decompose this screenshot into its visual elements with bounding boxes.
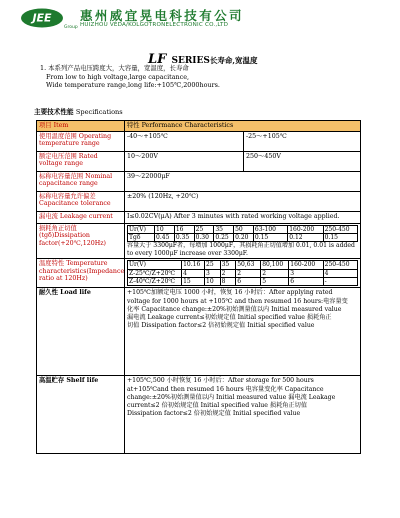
tan-value-cell: 0.15 — [323, 234, 357, 242]
row-label-leakage: 漏电流 Leakage current — [37, 211, 125, 223]
company-name-cn: 惠州威宜晃电科技有公司 — [80, 8, 244, 23]
impedance-cell: Z-40℃/Z+20℃ — [128, 278, 182, 286]
table-row — [37, 259, 361, 288]
impedance-cell: 4 — [182, 269, 205, 277]
row-label-voltage: 额定电压范围 Rated voltage range — [37, 151, 125, 171]
table-row — [37, 171, 361, 191]
tan-value-cell: 0.45 — [155, 234, 175, 242]
tan-cell — [125, 223, 361, 259]
table-row — [37, 288, 361, 376]
impedance-row — [128, 278, 358, 286]
row-label-impedance: 温度特性 Temperature characteristics(Impedance ratio at 120Hz) — [37, 259, 125, 288]
impedance-cell: 2 — [236, 269, 261, 277]
tan-header-cell: 250-450 — [323, 225, 357, 233]
load-life-line: 漏电流 Leakage current≤初始规定值 Initial specified value 损耗角正 — [127, 314, 332, 322]
intro-line: Wide temperature range,long life:+105℃,2000hours. — [46, 81, 220, 90]
tan-value-cell: 0.25 — [214, 234, 234, 242]
impedance-cell: 4 — [323, 269, 357, 277]
tan-note: 容量大于 3300μF者，每增加 1000μF，其损耗角正切值增加 0.01, 0.01 is added to every 1000μF increase over 3300μF. — [127, 242, 355, 257]
tan-header-cell: 10 — [155, 225, 175, 233]
tan-value-cell: 0.20 — [234, 234, 254, 242]
tan-value-cell: 0.12 — [288, 234, 323, 242]
load-life-text — [125, 288, 361, 376]
series-tagline: 长寿命,宽温度 — [209, 56, 258, 65]
row-label-load-life: 耐久性 Load life — [37, 288, 125, 376]
impedance-cell: 15 — [182, 278, 205, 286]
voltage-range-low: 10～200V — [125, 151, 244, 171]
shelf-life-line: change:±20%初始测量值以内 Initial measured value 漏电流 Leakage — [127, 393, 336, 401]
intro-line: 1. 本系列产品电压跨度大，大容量，宽温度，长寿命 — [40, 64, 189, 72]
spec-heading — [34, 106, 123, 116]
impedance-header-cell: 80,100 — [261, 261, 289, 269]
load-life-line: voltage for 1000 hours at +105℃ and then resumed 16 hours:电容量变 — [127, 297, 348, 305]
impedance-cell: 5 — [261, 278, 289, 286]
impedance-cell — [125, 259, 361, 288]
intro-line: From low to high voltage,large capacitance, — [46, 72, 190, 81]
impedance-cell: 6 — [289, 278, 323, 286]
tan-value-cell: 0.15 — [253, 234, 287, 242]
tan-header-cell: Ur(V) — [128, 225, 155, 233]
tan-header-cell: 25 — [194, 225, 214, 233]
tan-header-cell: 16 — [174, 225, 194, 233]
impedance-row — [128, 269, 358, 277]
impedance-cell: 2 — [261, 269, 289, 277]
impedance-header-row — [128, 261, 358, 269]
spec-heading-en: Specifications — [75, 108, 123, 116]
tan-header-cell: 160-200 — [288, 225, 323, 233]
tolerance-value: ±20% (120Hz, +20℃) — [125, 191, 361, 211]
characteristics-header: 特性 Performance Characteristics — [125, 121, 361, 132]
load-life-line: 化率 Capacitance change:±20%初始测量值以内 Initial measured value — [127, 305, 342, 313]
load-life-line: +105℃加额定电压 1000 小时，恢复 16 小时后：After applying rated — [127, 289, 333, 297]
temp-range-low: -40～+105℃ — [125, 131, 244, 151]
impedance-cell: 6 — [236, 278, 261, 286]
leakage-value: I≤0.02CV(μA) After 3 minutes with rated working voltage applied. — [125, 211, 361, 223]
impedance-cell: 8 — [220, 278, 236, 286]
tan-value-cell: 0.35 — [174, 234, 194, 242]
tan-subtable — [127, 225, 358, 243]
impedance-header-cell: Ur(V) — [128, 261, 182, 269]
company-name-en: HUIZHOU VEDA/KOLGOTRONELECTRONIC CO.,LTD — [80, 22, 229, 28]
tan-header-cell: 50 — [234, 225, 254, 233]
impedance-cell: 2 — [220, 269, 236, 277]
impedance-cell: 10 — [205, 278, 221, 286]
spec-table — [36, 120, 361, 454]
table-row — [37, 211, 361, 223]
voltage-range-high: 250～450V — [244, 151, 361, 171]
shelf-life-line: at+105℃and then resumed 16 hours 电容量变化率 Capacitance — [127, 385, 324, 393]
table-row — [37, 131, 361, 151]
temp-range-high: -25～+105℃ — [244, 131, 361, 151]
impedance-cell: Z-25℃/Z+20℃ — [128, 269, 182, 277]
shelf-life-line: +105℃,500 小时恢复 16 小时后：After storage for 500 hours — [127, 377, 314, 385]
logo-subtext: Group — [64, 25, 78, 30]
row-label-tan: 损耗角正切值 (tgδ)Dissipation factor(+20℃,120Hz) — [37, 223, 125, 259]
impedance-header-cell: 160-200 — [289, 261, 323, 269]
intro-text — [40, 64, 220, 90]
impedance-header-cell: 25 — [205, 261, 221, 269]
impedance-cell: - — [323, 278, 357, 286]
shelf-life-line: Dissipation factor≤2 倍初始规定值 Initial specified value — [127, 410, 301, 418]
impedance-header-cell: 50,63 — [236, 261, 261, 269]
table-header-row — [37, 121, 361, 132]
tan-header-cell: 35 — [214, 225, 234, 233]
table-row — [37, 151, 361, 171]
row-label-capacitance: 标称电容量范围 Nominal capacitance range — [37, 171, 125, 191]
impedance-cell: 3 — [205, 269, 221, 277]
tan-value-row — [128, 234, 358, 242]
impedance-cell: 3 — [289, 269, 323, 277]
table-row — [37, 223, 361, 259]
tan-header-row — [128, 225, 358, 233]
shelf-life-line: current≤2 倍初始规定值 Initial specified value 损耗角正切值 — [127, 402, 308, 410]
spec-heading-cn: 主要技术性能 — [34, 108, 74, 116]
series-code: LF — [148, 52, 167, 67]
row-label-shelf-life: 高温贮存 Shelf life — [37, 376, 125, 454]
table-row — [37, 376, 361, 454]
tan-value-cell: Tgδ — [128, 234, 155, 242]
tan-header-cell: 63-100 — [253, 225, 287, 233]
impedance-header-cell: 10.16 — [182, 261, 205, 269]
capacitance-range: 39～22000μF — [125, 171, 361, 191]
logo-text: JEE — [32, 11, 52, 25]
row-label-temp: 使用温度范围 Operating temperature range — [37, 131, 125, 151]
series-word: SERIES — [171, 56, 210, 66]
row-label-tolerance: 标称电容量允许偏差 Capacitance tolerance — [37, 191, 125, 211]
impedance-header-cell: 250-450 — [323, 261, 357, 269]
impedance-header-cell: 35 — [220, 261, 236, 269]
table-row — [37, 191, 361, 211]
tan-value-cell: 0.30 — [194, 234, 214, 242]
shelf-life-text — [125, 376, 361, 454]
load-life-line: 切值 Dissipation factor≤2 倍初始规定值 Initial specified value — [127, 322, 315, 330]
impedance-subtable — [127, 260, 358, 286]
item-header: 项目 Item — [37, 121, 125, 132]
company-logo — [20, 7, 78, 30]
